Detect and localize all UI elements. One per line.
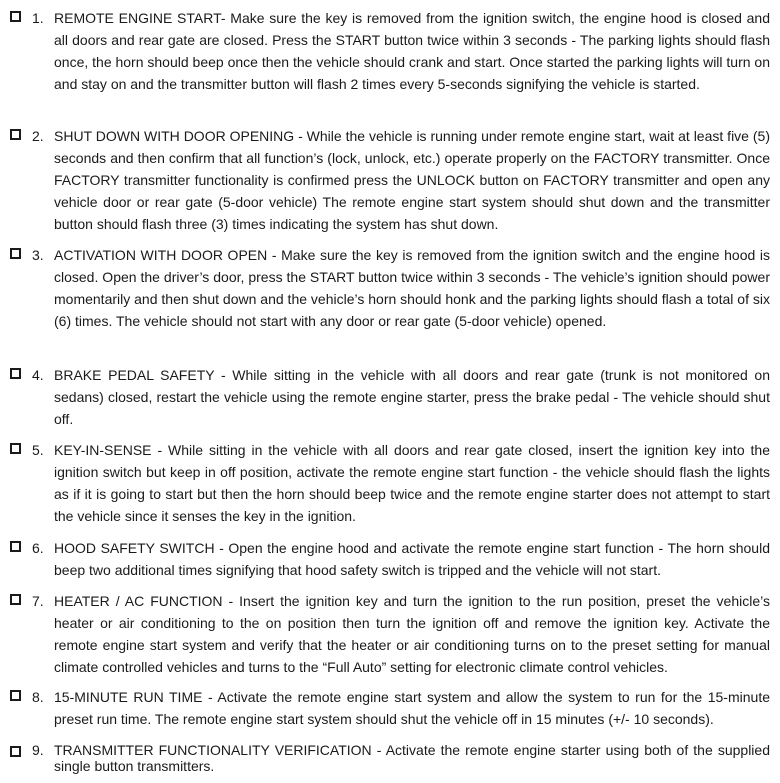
item-1-number: 1.	[32, 10, 44, 26]
item-9-number: 9.	[32, 742, 44, 758]
item-7-text	[32, 590, 770, 678]
item-5-number: 5.	[32, 442, 44, 458]
item-3-text	[32, 244, 770, 332]
item-4-text	[32, 364, 770, 430]
item-5-description: KEY-IN-SENSE - While sitting in the vehicle with all doors and rear gate closed, insert the ignition key into the ignition switch but keep in off position, activate the remote engine start function - the vehicle should flash the lights as if it is going to start but then the horn should beep twice and the remote engine starter does not attempt to start the vehicle since it senses the key in the ignition.	[54, 442, 770, 524]
checkbox-item-7[interactable]	[10, 594, 21, 605]
item-1-text	[32, 7, 770, 95]
item-6-number: 6.	[32, 540, 44, 556]
item-2-description: SHUT DOWN WITH DOOR OPENING - While the vehicle is running under remote engine start, wait at least five (5) seconds and then confirm that all function’s (lock, unlock, etc.) operate properly on the FACTORY transmitter. Once FACTORY transmitter functionality is confirmed press the UNLOCK button on FACTORY transmitter and open any vehicle door or rear gate (5-door vehicle) The remote engine start system should shut down and the transmitter button should flash three (3) times indicating the system has shut down.	[54, 128, 770, 232]
item-2-text	[32, 125, 770, 235]
item-7-number: 7.	[32, 593, 44, 609]
item-8-description: 15-MINUTE RUN TIME - Activate the remote engine start system and allow the system to run for the 15-minute preset run time. The remote engine start system should shut the vehicle off in 15 minutes (+/- 10 seconds).	[54, 689, 770, 727]
item-3-number: 3.	[32, 247, 44, 263]
checkbox-item-6[interactable]	[10, 541, 21, 552]
item-7-description: HEATER / AC FUNCTION - Insert the ignition key and turn the ignition to the run position, preset the vehicle’s heater or air conditioning to the on position then turn the ignition off and remove the ignition key. Activate the remote engine start system and verify that the heater or air conditioning turns on to the preset setting for manual climate controlled vehicles and turns to the “Full Auto” setting for electronic climate control vehicles.	[54, 593, 770, 675]
checkbox-item-3[interactable]	[10, 248, 21, 259]
item-4-number: 4.	[32, 367, 44, 383]
item-9-text	[32, 742, 770, 774]
checkbox-item-5[interactable]	[10, 443, 21, 454]
checkbox-item-4[interactable]	[10, 368, 21, 379]
item-6-text	[32, 537, 770, 581]
checkbox-item-1[interactable]	[10, 11, 21, 22]
item-5-text	[32, 439, 770, 527]
item-4-description: BRAKE PEDAL SAFETY - While sitting in the vehicle with all doors and rear gate (trunk is not monitored on sedans) closed, restart the vehicle using the remote engine starter, press the brake pedal - The vehicle should shut off.	[54, 367, 770, 427]
item-3-description: ACTIVATION WITH DOOR OPEN - Make sure the key is removed from the ignition switch and the engine hood is closed. Open the driver’s door, press the START button twice within 3 seconds - The vehicle’s ignition should power momentarily and then shut down and the vehicle’s horn should honk and the parking lights should flash a total of six (6) times. The vehicle should not start with any door or rear gate (5-door vehicle) opened.	[54, 247, 770, 329]
checkbox-item-9[interactable]	[10, 746, 21, 757]
item-8-number: 8.	[32, 689, 44, 705]
item-9-description: TRANSMITTER FUNCTIONALITY VERIFICATION - Activate the remote engine starter using both of the supplied single button transmitters.	[54, 742, 770, 774]
item-2-number: 2.	[32, 128, 44, 144]
item-8-text	[32, 686, 770, 730]
item-1-description: REMOTE ENGINE START- Make sure the key is removed from the ignition switch, the engine hood is closed and all doors and rear gate are closed. Press the START button twice within 3 seconds - The parking lights should flash once, the horn should beep once then the vehicle should crank and start. Once started the parking lights will turn on and stay on and the transmitter button will flash 2 times every 5-seconds signifying the vehicle is started.	[54, 10, 770, 92]
item-6-description: HOOD SAFETY SWITCH - Open the engine hood and activate the remote engine start function - The horn should beep two additional times signifying that hood safety switch is tripped and the vehicle will not start.	[54, 540, 770, 578]
checkbox-item-2[interactable]	[10, 129, 21, 140]
checkbox-item-8[interactable]	[10, 690, 21, 701]
